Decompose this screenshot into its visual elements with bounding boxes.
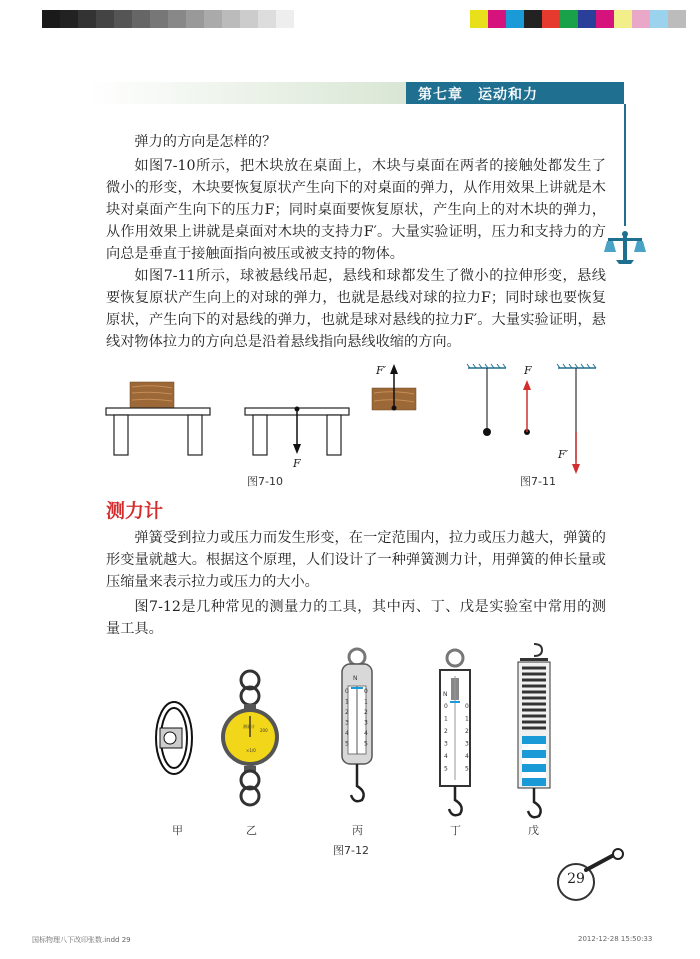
scale-number: 0 — [345, 688, 349, 695]
color-swatch — [42, 10, 60, 28]
label-pull-F-prime: F′ — [558, 448, 569, 461]
color-swatch — [632, 10, 650, 28]
color-swatch — [186, 10, 204, 28]
label-bing: 丙 — [352, 824, 363, 837]
scale-number: 2 — [465, 728, 469, 735]
side-rule — [624, 104, 626, 226]
footer-timestamp: 2012-12-28 15:50:33 — [578, 935, 653, 943]
caption-fig-7-12: 图7-12 — [333, 844, 369, 857]
scale-number: 0 — [444, 703, 448, 710]
scale-number: 2 — [364, 709, 368, 716]
scale-number: 2 — [345, 709, 349, 716]
scale-number: 3 — [444, 740, 448, 748]
scale-number: 5 — [364, 740, 368, 748]
color-swatch — [596, 10, 614, 28]
label-jia: 甲 — [172, 824, 183, 837]
color-swatch — [60, 10, 78, 28]
label-wu: 戊 — [528, 824, 539, 837]
color-swatch — [470, 10, 488, 28]
color-swatch — [668, 10, 686, 28]
figure-7-12 — [140, 640, 560, 830]
color-swatch — [488, 10, 506, 28]
color-swatch — [240, 10, 258, 28]
scale-number: 5 — [465, 765, 469, 773]
color-swatch — [650, 10, 668, 28]
label-tension-F: F — [524, 364, 532, 377]
dial-text-2: 200 — [260, 728, 268, 733]
paragraph-fig712: 图7-12是几种常见的测量力的工具，其中丙、丁、戊是实验室中常用的测量工具。 — [106, 599, 606, 637]
color-swatch — [614, 10, 632, 28]
color-swatch — [114, 10, 132, 28]
table-with-block — [106, 382, 210, 455]
scale-number: 4 — [465, 753, 469, 760]
caption-fig-7-10: 图7-10 — [247, 475, 283, 488]
page-number: 29 — [567, 871, 585, 887]
scale-number: 2 — [444, 728, 448, 735]
hanging-ball — [467, 364, 506, 436]
color-swatch — [276, 10, 294, 28]
scale-number: 4 — [345, 730, 349, 737]
color-swatch — [542, 10, 560, 28]
unit-label-bing: N — [353, 675, 358, 682]
unit-label-ding: N — [443, 691, 448, 698]
color-swatch — [222, 10, 240, 28]
scale-number: 1 — [444, 715, 448, 723]
chapter-header — [88, 82, 624, 104]
color-swatch — [132, 10, 150, 28]
grip-dynamometer — [156, 702, 192, 774]
scale-number: 4 — [444, 753, 448, 760]
header-fade — [88, 82, 406, 104]
dial-text-3: ×1/0 — [246, 748, 256, 753]
paragraph-fig710: 如图7-10所示，把木块放在桌面上，木块与桌面在两者的接触处都发生了微小的形变，木块要恢复原状产生向下的对桌面的弹力，从作用效果上讲就是木块对桌面产生向下的压力F；同时桌面要恢复原状，产生向上的对木块的弹力，从作用效果上讲就是桌面对木块的支持力F′。大量实验证明，压力和支持力的方向总是垂直于接触面指向被压或被支持的物体。 — [106, 158, 606, 262]
color-swatch — [204, 10, 222, 28]
scale-number: 4 — [364, 730, 368, 737]
color-swatch — [578, 10, 596, 28]
paragraph-question: 弹力的方向是怎样的？ — [134, 134, 277, 150]
label-force-F: F — [293, 457, 301, 470]
scale-number: 5 — [345, 740, 349, 748]
chapter-title: 第七章 运动和力 — [418, 87, 538, 103]
color-swatch — [506, 10, 524, 28]
color-swatch — [560, 10, 578, 28]
balance-scale-icon — [604, 230, 646, 266]
scale-number: 0 — [465, 703, 469, 710]
figure-7-10-7-11 — [96, 360, 606, 485]
table-with-force — [245, 407, 349, 456]
coil-spring-scale — [518, 644, 550, 817]
paragraph-spring-principle: 弹簧受到拉力或压力而发生形变，在一定范围内，拉力或压力越大，弹簧的形变量就越大。根据这个原理，人们设计了一种弹簧测力计，用弹簧的伸长量或压缩量来表示拉力或压力的大小。 — [106, 530, 606, 590]
color-swatch — [168, 10, 186, 28]
color-swatch — [96, 10, 114, 28]
footer-file-info: 国标物理八下改印张数.indd 29 — [32, 936, 131, 944]
scale-number: 3 — [364, 719, 368, 727]
color-swatch — [258, 10, 276, 28]
magnifier-icon — [582, 848, 628, 874]
dial-text-1: 测量计 — [243, 724, 255, 729]
color-bar-left — [42, 10, 294, 28]
color-swatch — [150, 10, 168, 28]
label-yi: 乙 — [246, 824, 257, 837]
section-title: 测力计 — [106, 500, 164, 522]
scale-number: 1 — [465, 715, 469, 723]
tension-arrow — [523, 380, 531, 435]
label-support-F-prime: F′ — [376, 364, 387, 377]
color-bar-right — [470, 10, 686, 28]
scale-number: 3 — [345, 719, 349, 727]
paragraph-fig711: 如图7-11所示，球被悬线吊起，悬线和球都发生了微小的拉伸形变，悬线要恢复原状产生向上的对球的弹力，也就是悬线对球的拉力F；同时球也要恢复原状，产生向下的对悬线的弹力，也就是球对悬线的拉力F′。大量实验证明，悬线对物体拉力的方向总是沿着悬线指向悬线收缩的方向。 — [106, 268, 606, 350]
scale-number: 0 — [364, 688, 368, 695]
color-swatch — [78, 10, 96, 28]
label-ding: 丁 — [450, 824, 461, 837]
scale-number: 1 — [364, 698, 368, 706]
scale-number: 5 — [444, 765, 448, 773]
caption-fig-7-11: 图7-11 — [520, 475, 556, 488]
color-swatch — [524, 10, 542, 28]
dial-dynamometer — [221, 671, 279, 805]
scale-number: 1 — [345, 698, 349, 706]
scale-number: 3 — [465, 740, 469, 748]
